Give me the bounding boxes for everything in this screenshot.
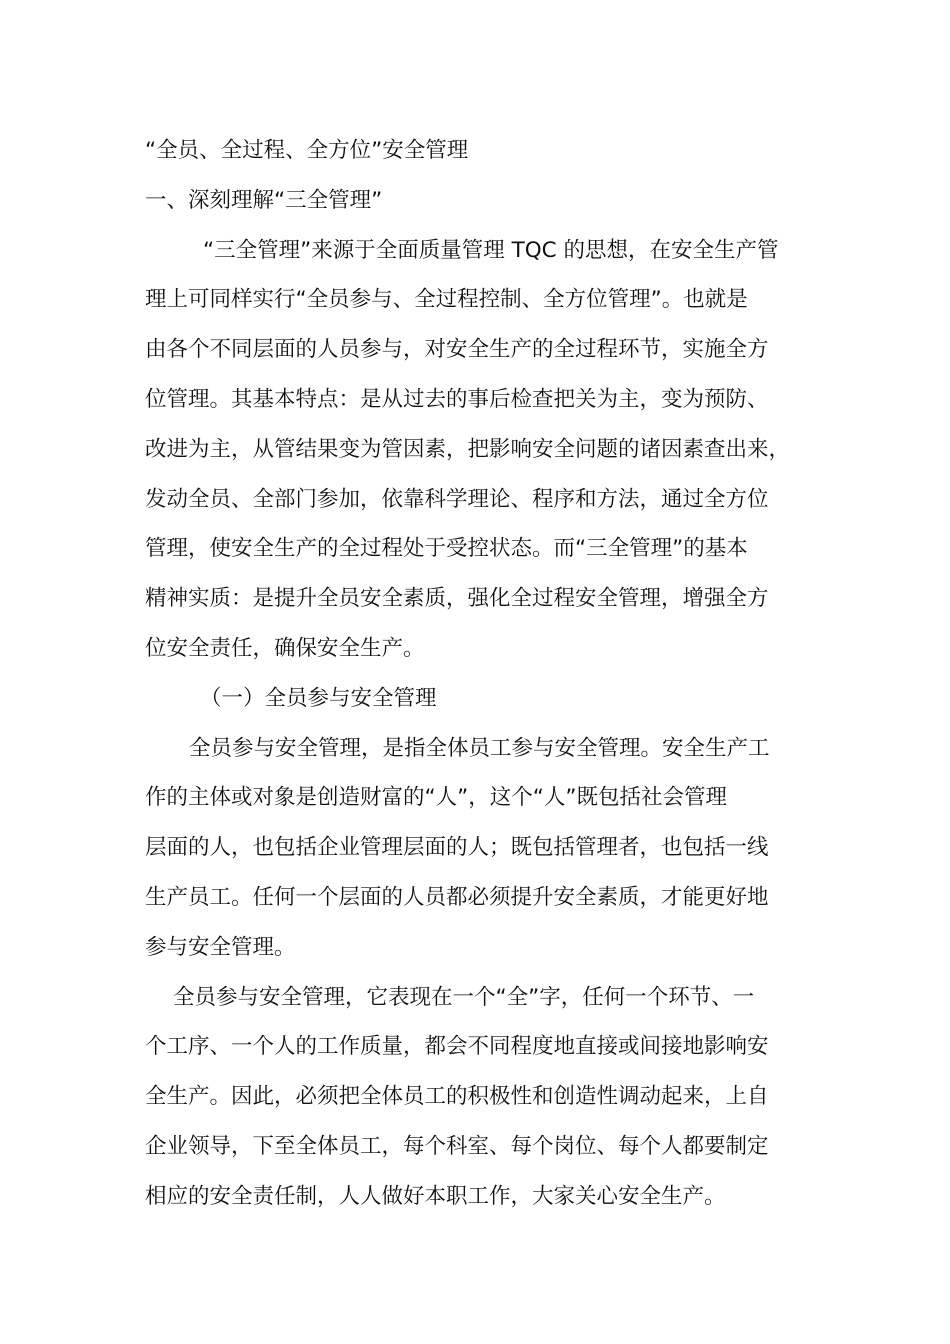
paragraph-line: 参与安全管理。 [145,934,296,960]
subsection-heading: （一）全员参与安全管理 [200,685,437,711]
paragraph-line: 位管理。其基本特点：是从过去的事后检查把关为主，变为预防、 [145,386,769,412]
paragraph-all-staff-scope [145,973,815,1222]
paragraph-line: 全员参与安全管理，它表现在一个“全”字，任何一个环节、一 [173,984,755,1010]
paragraph-line: “三全管理”来源于全面质量管理 TQC 的思想，在安全生产管 [203,237,779,263]
paragraph-line: 企业领导，下至全体员工，每个科室、每个岗位、每个人都要制定 [145,1133,769,1159]
paragraph-line: 发动全员、全部门参加，依靠科学理论、程序和方法，通过全方位 [145,486,769,512]
paragraph-line: 相应的安全责任制，人人做好本职工作，大家关心安全生产。 [145,1183,726,1209]
paragraph-line: 位安全责任，确保安全生产。 [145,635,425,661]
paragraph-line: 理上可同样实行“全员参与、全过程控制、全方位管理”。也就是 [145,287,748,313]
paragraph-line: 个工序、一个人的工作质量，都会不同程度地直接或间接地影响安 [145,1034,769,1060]
document-title: “全员、全过程、全方位”安全管理 [145,138,469,163]
paragraph-line: 改进为主，从管结果变为管因素，把影响安全问题的诸因素查出来， [145,436,791,462]
paragraph-line: 精神实质：是提升全员安全素质，强化全过程安全管理，增强全方 [145,586,769,612]
paragraph-line: 生产员工。任何一个层面的人员都必须提升安全素质，才能更好地 [145,884,769,910]
paragraph-all-staff-definition [145,724,815,973]
paragraph-line: 全员参与安全管理，是指全体员工参与安全管理。安全生产工 [189,735,770,761]
paragraph-three-full-management [145,226,815,674]
paragraph-line: 层面的人，也包括企业管理层面的人；既包括管理者，也包括一线 [145,835,769,861]
paragraph-line: 全生产。因此，必须把全体员工的积极性和创造性调动起来，上自 [145,1084,769,1110]
section-heading: 一、深刻理解“三全管理” [145,187,383,213]
paragraph-line: 作的主体或对象是创造财富的“人”，这个“人”既包括社会管理 [145,785,728,811]
paragraph-line: 管理，使安全生产的全过程处于受控状态。而“三全管理”的基本 [145,536,748,562]
document-body [145,126,815,1222]
paragraph-line: 由各个不同层面的人员参与，对安全生产的全过程环节，实施全方 [145,337,769,363]
